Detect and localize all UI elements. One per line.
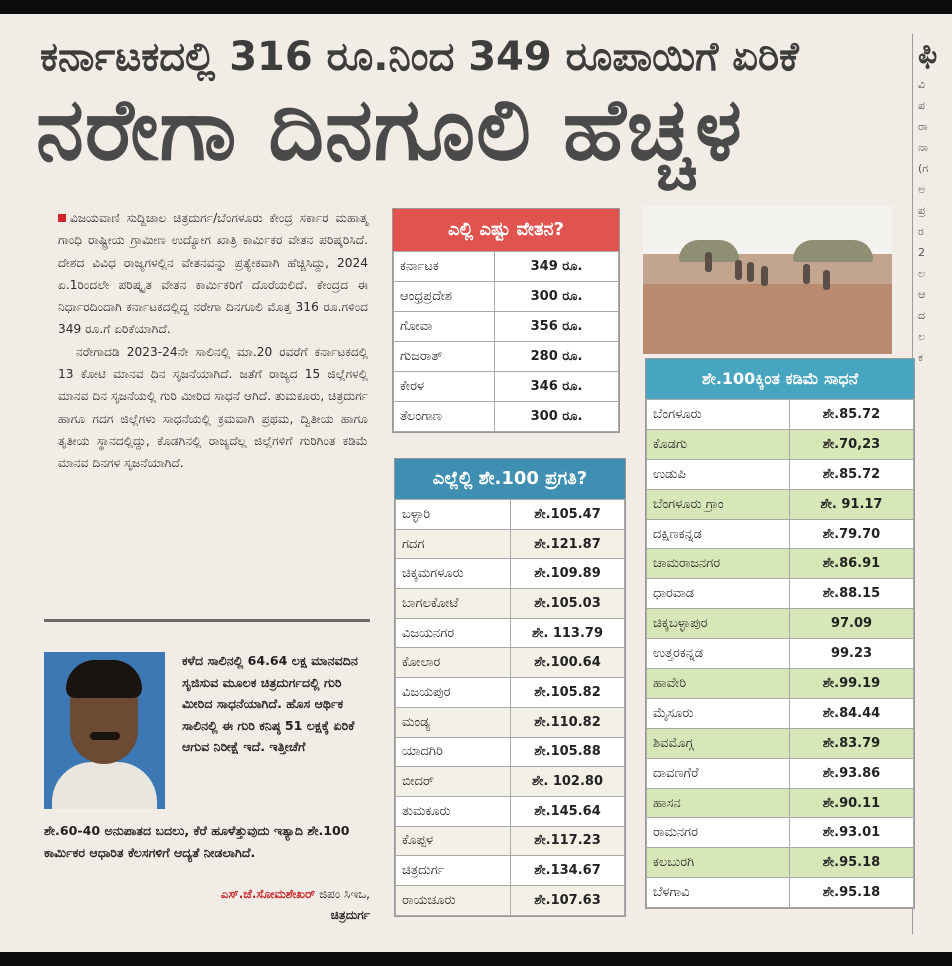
table-row: ಹಾವೇರಿ ಶೇ.99.19 (647, 669, 914, 699)
table-row: ಉಡುಪಿ ಶೇ.85.72 (647, 459, 914, 489)
table-row: ಚಿಕ್ಕಬಳ್ಳಾಪುರ 97.09 (647, 609, 914, 639)
table-row: ದಕ್ಷಿಣಕನ್ನಡ ಶೇ.79.70 (647, 519, 914, 549)
table-row: ಮೈಸೂರು ಶೇ.84.44 (647, 698, 914, 728)
table-row: ಬೀದರ್ ಶೇ. 102.80 (396, 767, 625, 797)
author-place: ಚಿತ್ರದುರ್ಗ (330, 908, 370, 922)
section-divider (44, 619, 370, 622)
adjacent-line: ಲ (918, 330, 926, 343)
table-row: ವಿಜಯನಗರ ಶೇ. 113.79 (396, 618, 625, 648)
adjacent-line: ನಾ (918, 141, 928, 154)
table-row: ಬೆಳಗಾವಿ ಶೇ.95.18 (647, 878, 914, 908)
progress-table (394, 458, 626, 917)
table-row: ಬಳ್ಳಾರಿ ಶೇ.105.47 (396, 500, 625, 530)
wage-table-title: ಎಲ್ಲಿ ಎಷ್ಟು ವೇತನ? (393, 209, 619, 251)
table-row: ಗದಗ ಶೇ.121.87 (396, 529, 625, 559)
table-row: ಆಂಧ್ರಪ್ರದೇಶ 300 ರೂ. (394, 282, 619, 312)
below-target-title: ಶೇ.100ಕ್ಕಿಂತ ಕಡಿಮೆ ಸಾಧನೆ (646, 359, 914, 399)
table-row: ದಾವಣಗೆರೆ ಶೇ.93.86 (647, 758, 914, 788)
table-row: ಚಾಮರಾಜನಗರ ಶೇ.86.91 (647, 549, 914, 579)
adjacent-line: ಪ (918, 99, 926, 112)
adjacent-heading: ಫಿ (918, 36, 938, 71)
table-row: ಕರ್ನಾಟಕ 349 ರೂ. (394, 252, 619, 282)
main-headline: ನರೇಗಾ ದಿನಗೂಲಿ ಹೆಚ್ಚಳ (36, 80, 743, 180)
adjacent-line: ಅ (918, 183, 926, 196)
table-row: ಕೊಡಗು ಶೇ.70,23 (647, 429, 914, 459)
author-role: ಜಿಪಂ ಸಿಇಒ, (319, 887, 370, 901)
adjacent-line: ದ (918, 309, 926, 322)
below-target-table (645, 358, 915, 909)
adjacent-line: ಪ್ರ (918, 204, 926, 217)
table-row: ಗೋವಾ 356 ರೂ. (394, 312, 619, 342)
table-row: ಯಾದಗಿರಿ ಶೇ.105.88 (396, 737, 625, 767)
table-row: ಕೊಪ್ಪಳ ಶೇ.117.23 (396, 826, 625, 856)
table-row: ಶಿವಮೊಗ್ಗ ಶೇ.83.79 (647, 728, 914, 758)
adjacent-line: ಆ (918, 288, 926, 301)
adjacent-line: ರ (918, 225, 924, 238)
official-portrait (44, 652, 165, 809)
table-row: ತುಮಕೂರು ಶೇ.145.64 (396, 796, 625, 826)
table-row: ವಿಜಯಪುರ ಶೇ.105.82 (396, 678, 625, 708)
adjacent-line: 2 (918, 246, 925, 259)
wage-table (392, 208, 620, 433)
table-row: ಉತ್ತರಕನ್ನಡ 99.23 (647, 639, 914, 669)
table-row: ಬಾಗಲಕೋಟೆ ಶೇ.105.03 (396, 589, 625, 619)
table-row: ಬೆಂಗಳೂರು ಗ್ರಾಂ ಶೇ. 91.17 (647, 489, 914, 519)
author-name: ಎಸ್.ಜೆ.ಸೋಮಶೇಖರ್ (220, 887, 316, 901)
table-row: ಬೆಂಗಳೂರು ಶೇ.85.72 (647, 400, 914, 430)
quote-text-bottom: ಶೇ.60-40 ಅನುಪಾತದ ಬದಲು, ಕೆರೆ ಹೂಳೆತ್ತುವುದು ಇತ್ಯಾದಿ ಶೇ.100 ಕಾರ್ಮಿಕರ ಆಧಾರಿತ ಕೆಲಸಗಳಿಗೆ ಆದ್ಯತೆ ನೀಡಲಾಗಿದೆ. (44, 823, 350, 860)
adjacent-line: ಲ (918, 267, 926, 280)
bullet-square-icon (58, 214, 66, 222)
table-row: ಚಿಕ್ಕಮಗಳೂರು ಶೇ.109.89 (396, 559, 625, 589)
story-paragraph-2: ನರೇಗಾದಡಿ 2023-24ನೇ ಸಾಲಿನಲ್ಲಿ ಮಾ.20 ರವರೆಗೆ ಕರ್ನಾಟಕದಲ್ಲಿ 13 ಕೋಟಿ ಮಾನವ ದಿನ ಸೃಜನೆಯಾಗಿದೆ. ಜತೆಗೆ ರಾಜ್ಯದ 15 ಜಿಲ್ಲೆಗಳಲ್ಲಿ ಮಾನವ ದಿನ ಸೃಜನೆಯಲ್ಲಿ ಗುರಿ ಮೀರಿದ ಸಾಧನೆ ಆಗಿದೆ. ತುಮಕೂರು, ಚಿತ್ರದುರ್ಗ ಹಾಗೂ ಗದಗ ಜಿಲ್ಲೆಗಳು ಸಾಧನೆಯಲ್ಲಿ ಕ್ರಮವಾಗಿ ಪ್ರಥಮ, ದ್ವಿತೀಯ ಹಾಗೂ ತೃತೀಯ ಸ್ಥಾನದಲ್ಲಿದ್ದು, ಕೊಡಗಿನಲ್ಲಿ ರಾಜ್ಯದೆಲ್ಲ ಜಿಲ್ಲೆಗಳಿಗೆ ಗುರಿಗಿಂತ ಕಡಿಮೆ ಮಾನವ ದಿನಗಳ ಸೃಜನೆಯಾಗಿದೆ. (58, 344, 368, 471)
table-row: ಚಿತ್ರದುರ್ಗ ಶೇ.134.67 (396, 856, 625, 886)
table-row: ಕೇರಳ 346 ರೂ. (394, 372, 619, 402)
quote-text-right: ಕಳೆದ ಸಾಲಿನಲ್ಲಿ 64.64 ಲಕ್ಷ ಮಾನವದಿನ ಸೃಜಿಸುವ ಮೂಲಕ ಚಿತ್ರದುರ್ಗದಲ್ಲಿ ಗುರಿ ಮೀರಿದ ಸಾಧನೆಯಾಗಿದೆ. ಹೊಸ ಆರ್ಥಿಕ ಸಾಲಿನಲ್ಲಿ ಈ ಗುರಿ ಕನಿಷ್ಠ 51 ಲಕ್ಷಕ್ಕೆ ಏರಿಕೆ ಆಗುವ ನಿರೀಕ್ಷೆ ಇದೆ. ಇತ್ತೀಚೆಗೆ (182, 653, 358, 755)
table-row: ಮಂಡ್ಯ ಶೇ.110.82 (396, 707, 625, 737)
table-row: ಗುಜರಾತ್ 280 ರೂ. (394, 342, 619, 372)
story-paragraph-1: ವಿಜಯವಾಣಿ ಸುದ್ದಿಜಾಲ ಚಿತ್ರದುರ್ಗ/ಬೆಂಗಳೂರು ಕೇಂದ್ರ ಸರ್ಕಾರ ಮಹಾತ್ಮ ಗಾಂಧಿ ರಾಷ್ಟ್ರೀಯ ಗ್ರಾಮೀಣ ಉದ್ಯೋಗ ಖಾತ್ರಿ ಕಾರ್ಮಿಕರ ವೇತನ ಪರಿಷ್ಕರಿಸಿದೆ. ದೇಶದ ವಿವಿಧ ರಾಜ್ಯಗಳಲ್ಲಿನ ವೇತನವನ್ನು ಪ್ರತ್ಯೇಕವಾಗಿ ಹೆಚ್ಚಿಸಿದ್ದು, 2024 ಏ.1ರಿಂದಲೇ ಪರಿಷ್ಕೃತ ವೇತನ ಕಾರ್ಮಿಕರಿಗೆ ದೊರೆಯಲಿದೆ. ಕೇಂದ್ರದ ಈ ನಿರ್ಧಾರದಿಂದಾಗಿ ಕರ್ನಾಟಕದಲ್ಲಿದ್ದ ನರೇಗಾ ದಿನಗೂಲಿ ಮೊತ್ತ 316 ರೂ.ಗಳಿಂದ 349 ರೂ.ಗೆ ಏರಿಕೆಯಾಗಿದೆ. (58, 211, 368, 337)
progress-table-title: ಎಲ್ಲೆಲ್ಲಿ ಶೇ.100 ಪ್ರಗತಿ? (395, 459, 625, 499)
kicker-headline: ಕರ್ನಾಟಕದಲ್ಲಿ 316 ರೂ.ನಿಂದ 349 ರೂಪಾಯಿಗೆ ಏರಿಕೆ (40, 34, 799, 80)
adjacent-line: ರಾ (918, 120, 928, 133)
adjacent-line: (ಗ (918, 162, 929, 175)
adjacent-article-edge (918, 34, 952, 368)
table-row: ರಾಮನಗರ ಶೇ.93.01 (647, 818, 914, 848)
story-body (58, 207, 368, 475)
table-row: ಹಾಸನ ಶೇ.90.11 (647, 788, 914, 818)
table-row: ತೆಲಂಗಾಣ 300 ರೂ. (394, 402, 619, 432)
quote-author (90, 884, 370, 926)
adjacent-line: ಕ (918, 351, 923, 364)
table-row: ಕೋಲಾರ ಶೇ.100.64 (396, 648, 625, 678)
newspaper-page (0, 14, 952, 952)
table-row: ಧಾರವಾಡ ಶೇ.88.15 (647, 579, 914, 609)
nrega-workers-photo (643, 206, 892, 354)
table-row: ರಾಯಚೂರು ಶೇ.107.63 (396, 885, 625, 915)
adjacent-line: ವಿ (918, 78, 926, 91)
table-row: ಕಲಬುರಗಿ ಶೇ.95.18 (647, 848, 914, 878)
